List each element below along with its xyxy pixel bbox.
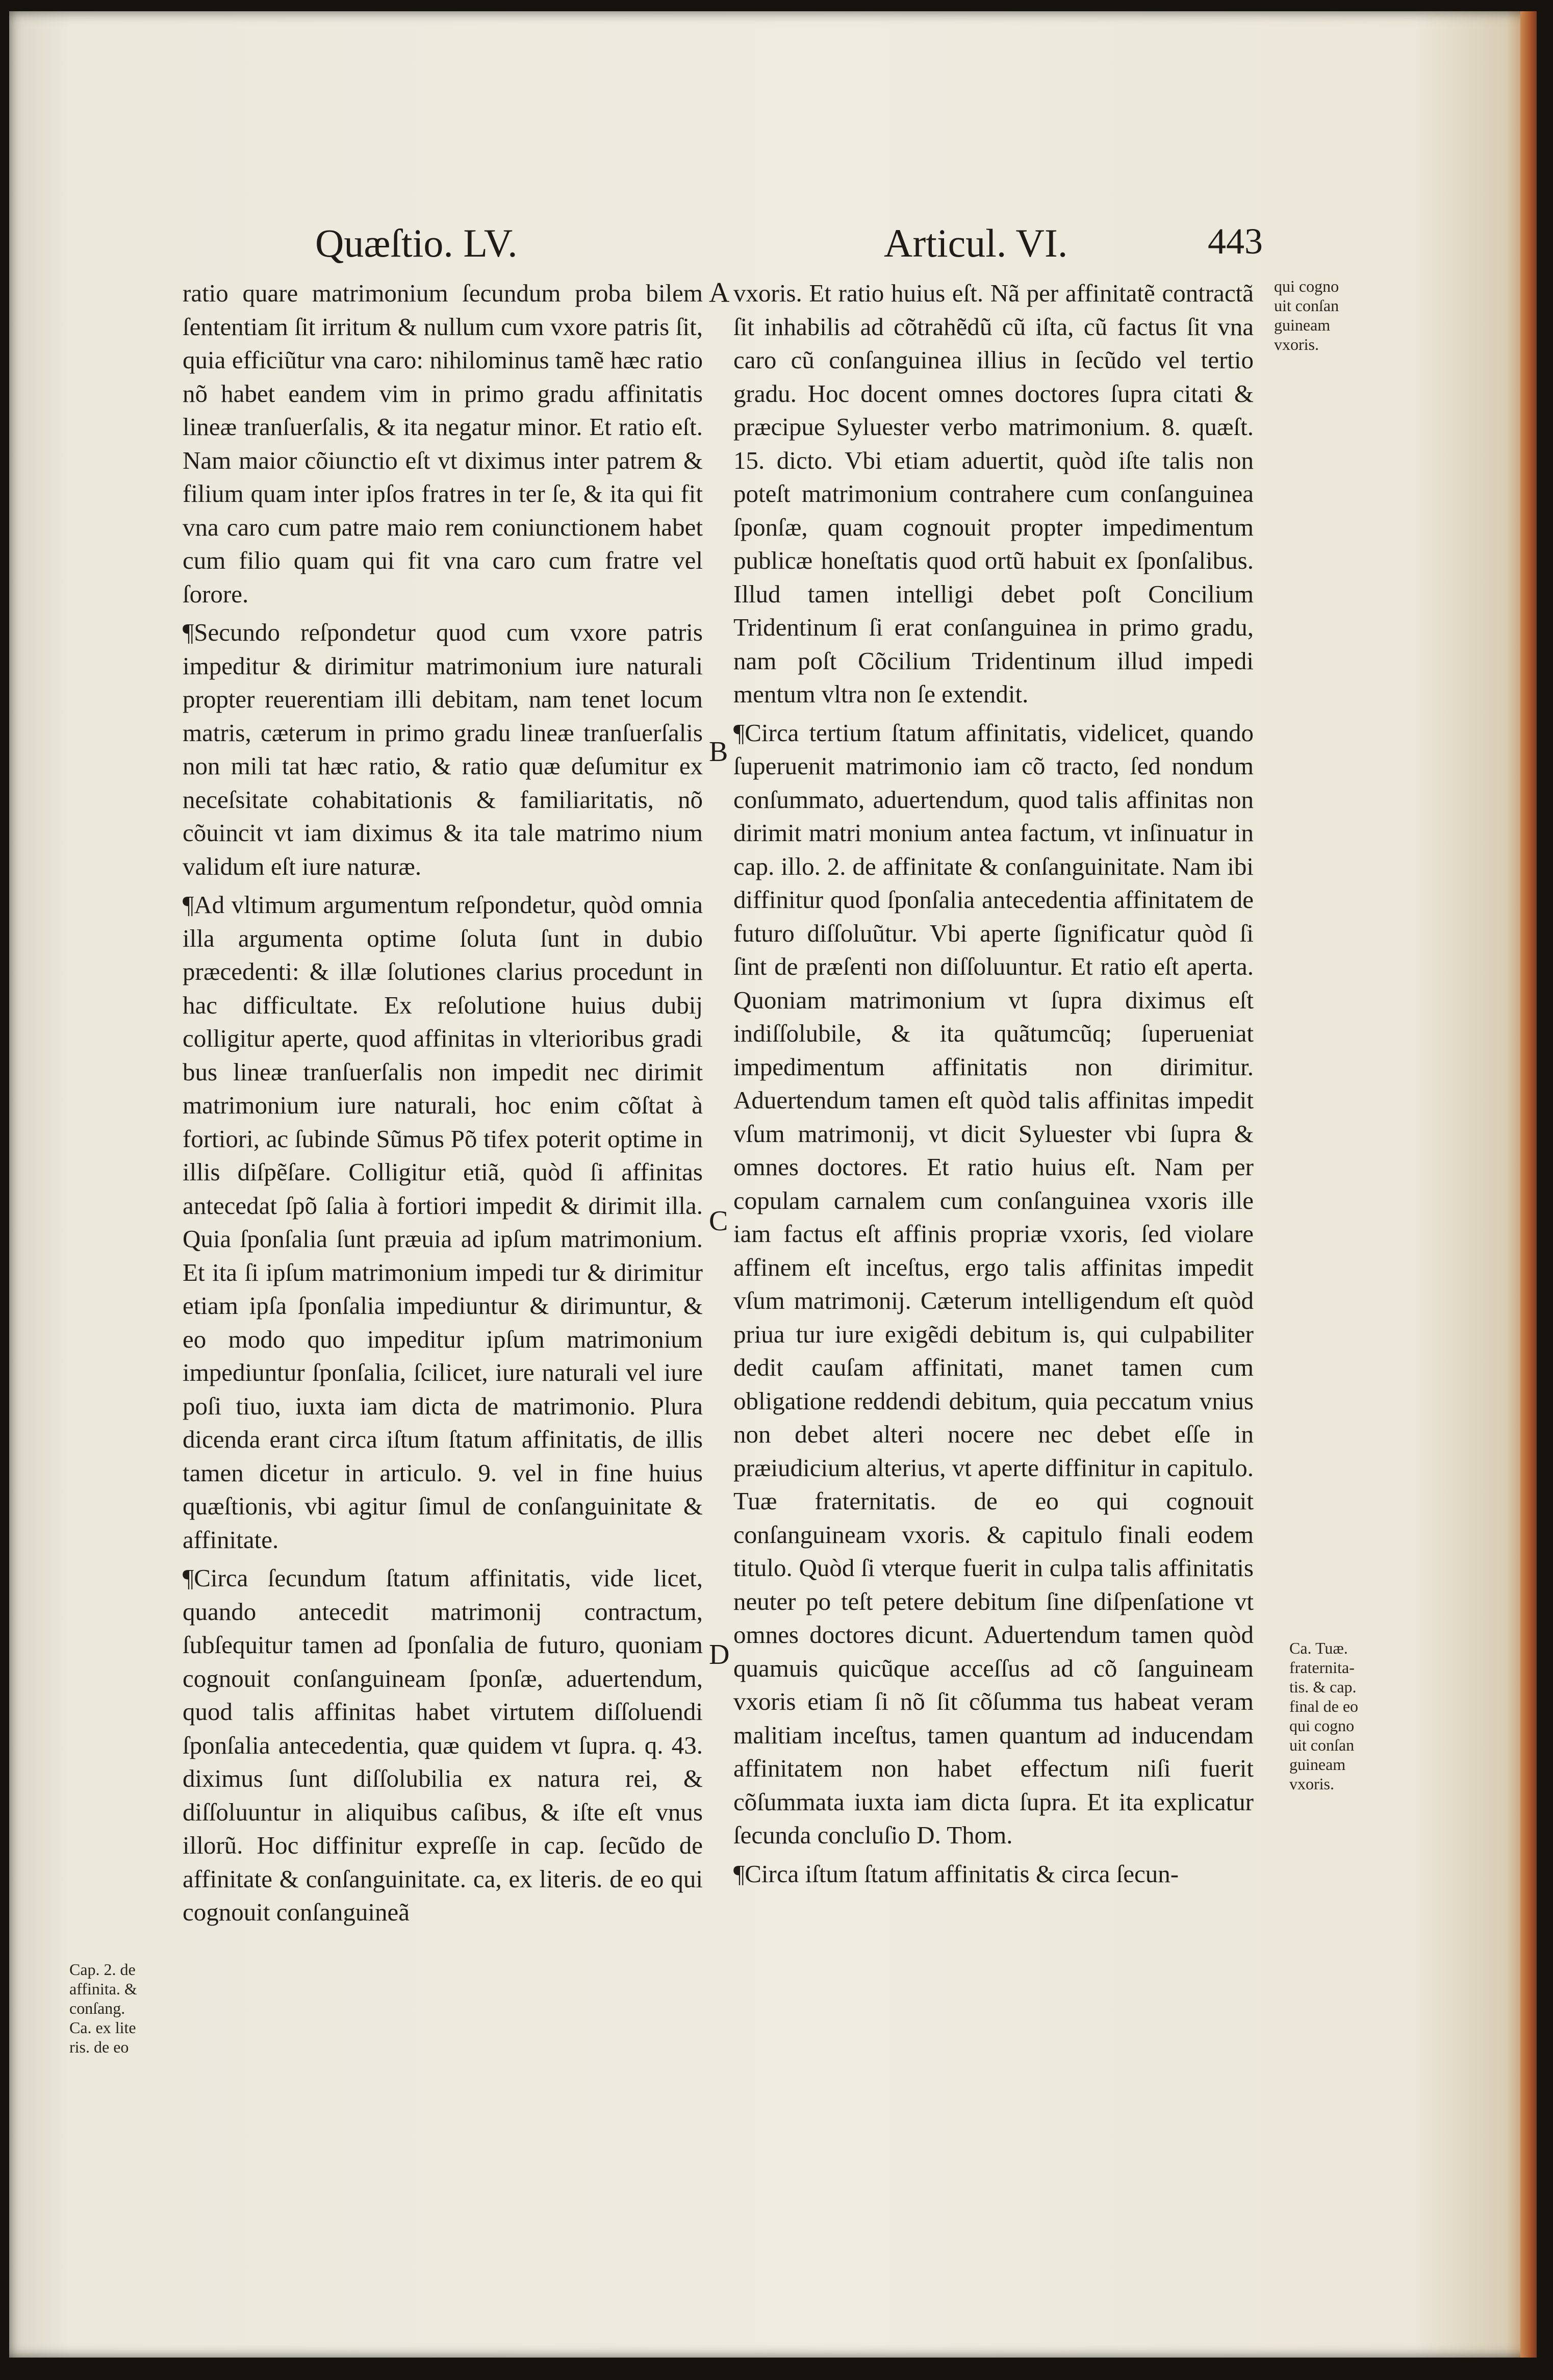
paragraph: ¶Ad vltimum argumentum reſpondetur, quòd omnia illa argumenta optime ſoluta ſunt in dubio præcedenti: & illæ ſolutiones clarius procedunt in hac difficultate. Ex reſolutione huius dubij colligitur aperte, quod affinitas in vlterioribus gradi bus lineæ tranſuerſalis non impedit nec dirimit matrimonium iure naturali, hoc enim cõſtat à fortiori, ac ſubinde Sũmus Põ tifex poterit optime in illis diſpẽſare. Colligitur etiã, quòd ſi affinitas antecedat ſpõ ſalia à fortiori impedit & dirimit illa. Quia ſponſalia ſunt præuia ad ipſum matrimonium. Et ita ſi ipſum matrimonium impedi tur & dirimitur etiam ipſa ſponſalia impediuntur & dirimuntur, & eo modo quo impeditur ipſum matrimonium impediuntur ſponſalia, ſcilicet, iure naturali vel iure poſi tiuo, iuxta iam dicta de matrimonio. Plura dicenda erant circa iſtum ſtatum affinitatis, de illis tamen dicetur in articulo. 9. vel in fine huius quæſtionis, vbi agitur ſimul de conſanguinitate & affinitate. [183, 891, 703, 1554]
section-letter-c: C [709, 1205, 728, 1237]
header-article: Articul. VI. [884, 221, 1068, 265]
book-page [9, 11, 1537, 2358]
running-header [9, 220, 1537, 276]
paragraph: ¶Secundo reſpondetur quod cum vxore patris impeditur & dirimitur matrimonium iure naturali propter reuerentiam illi debitam, nam tenet locum matris, cæterum in primo gradu lineæ tranſuerſalis non mili tat hæc ratio, & ratio quæ deſumitur ex neceſsitate cohabitationis & familiaritatis, nõ cõuincit vt iam diximus & ita tale matrimo nium validum eſt iure naturæ. [183, 618, 703, 880]
page-number: 443 [1208, 221, 1263, 262]
paragraph: ¶Circa ſecundum ſtatum affinitatis, vide licet, quando antecedit matrimonij contractum, ſubſequitur tamen ad ſponſalia de futuro, quoniam cognouit conſanguineam ſponſæ, aduertendum, quod talis affinitas habet virtutem diſſoluendi ſponſalia antecedentia, quæ quidem vt ſupra. q. 43. diximus ſunt diſſolubilia ex natura rei, & diſſoluuntur in aliquibus caſibus, & iſte eſt vnus illorũ. Hoc diffinitur expreſſe in cap. ſecũdo de affinitate & conſanguinitate. ca, ex literis. de eo qui cognouit conſanguineã [183, 1564, 703, 1926]
margin-note-right-top: qui cogno uit conſan guineam vxoris. [1274, 277, 1339, 353]
paragraph: ¶Circa tertium ſtatum affinitatis, videlicet, quando ſuperuenit matrimonio iam cõ tracto, ſed nondum conſummato, aduertendum, quod talis affinitas non dirimit matri monium antea factum, vt inſinuatur in cap. illo. 2. de affinitate & conſanguinitate. Nam ibi diffinitur quod ſponſalia antecedentia affinitatem de futuro diſſoluũtur. Vbi aperte ſignificatur quòd ſi ſint de præſenti non diſſoluuntur. Et ratio eſt aperta. Quoniam matrimonium vt ſupra diximus eſt indiſſolubile, & ita quãtumcũq; ſuperueniat impedimentum affinitatis non dirimitur. Aduertendum tamen eſt quòd talis affinitas impedit vſum matrimonij, vt dicit Syluester vbi ſupra & omnes doctores. Et ratio huius eſt. Nam per copulam carnalem cum conſanguinea vxoris ille iam factus eſt affinis propriæ vxoris, ſed violare affinem eſt inceſtus, ergo talis affinitas impedit vſum matrimonij. Cæterum intelligendum eſt quòd priua tur iure exigẽdi debitum is, qui culpabiliter dedit cauſam affinitati, manet tamen cum obligatione reddendi debitum, quia peccatum vnius non debet alteri nocere nec debet eſſe in præiudicium alterius, vt aperte diffinitur in capitulo. Tuæ fraternitatis. de eo qui cognouit conſanguineam vxoris. & capitulo finali eodem titulo. Quòd ſi vterque fuerit in culpa talis affinitatis neuter po teſt petere debitum ſine diſpenſatione vt omnes doctores dicunt. Aduertendum tamen quòd quamuis quicũque acceſſus ad cõ ſanguineam vxoris etiam ſi nõ ſit cõſumma tus habeat veram malitiam inceſtus, tamen quantum ad inducendam affinitatem non habet effectum niſi fuerit cõſummata iuxta iam dicta ſupra. Et ita explicatur ſecunda concluſio D. Thom. [733, 718, 1254, 1849]
margin-note-right-mid: Ca. Tuæ. fraternita- tis. & cap. final de eo qui cogno uit conſan guineam vxoris. [1289, 1639, 1359, 1793]
paragraph: ratio quare matrimonium ſecundum proba bilem ſententiam ſit irritum & nullum cum vxore patris ſit, quia efficiũtur vna caro: nihilominus tamẽ hæc ratio nõ habet eandem vim in primo gradu affinitatis lineæ tranſuerſalis, & ita negatur minor. Et ratio eſt. Nam maior cõiunctio eſt vt diximus inter patrem & filium quam inter ipſos fratres in ter ſe, & ita qui fit vna caro cum patre maio rem coniunctionem habet cum filio quam qui fit vna caro cum fratre vel ſorore. [183, 279, 703, 608]
section-letter-b: B [709, 736, 728, 768]
header-question: Quæſtio. LV. [315, 221, 518, 265]
right-column [733, 276, 1254, 2123]
paragraph: ¶Circa iſtum ſtatum affinitatis & circa ſecun- [733, 1859, 1179, 1888]
margin-note-left: Cap. 2. de affinita. & conſang. Ca. ex lite ris. de eo [69, 1960, 137, 2056]
paragraph: vxoris. Et ratio huius eſt. Nã per affinitatẽ contractã ſit inhabilis ad cõtrahẽdũ cũ iſta, cũ factus ſit vna caro cũ conſanguinea illius in ſecũdo vel tertio gradu. Hoc docent omnes doctores ſupra citati & præcipue Syluester verbo matrimonium. 8. quæſt. 15. dicto. Vbi etiam aduertit, quòd iſte talis non poteſt matrimonium contrahere cum conſanguinea ſponſæ, quam cognouit propter impedimentum publicæ honeſtatis quod ortũ habuit ex ſponſalibus. Illud tamen intelligi debet poſt Concilium Tridentinum ſi erat conſanguinea in primo gradu, nam poſt Cõcilium Tridentinum illud impedi mentum vltra non ſe extendit. [733, 279, 1254, 708]
page-edge [1520, 11, 1537, 2358]
left-column [183, 276, 703, 2123]
section-letter-d: D [709, 1639, 730, 1670]
section-letter-a: A [709, 277, 730, 309]
